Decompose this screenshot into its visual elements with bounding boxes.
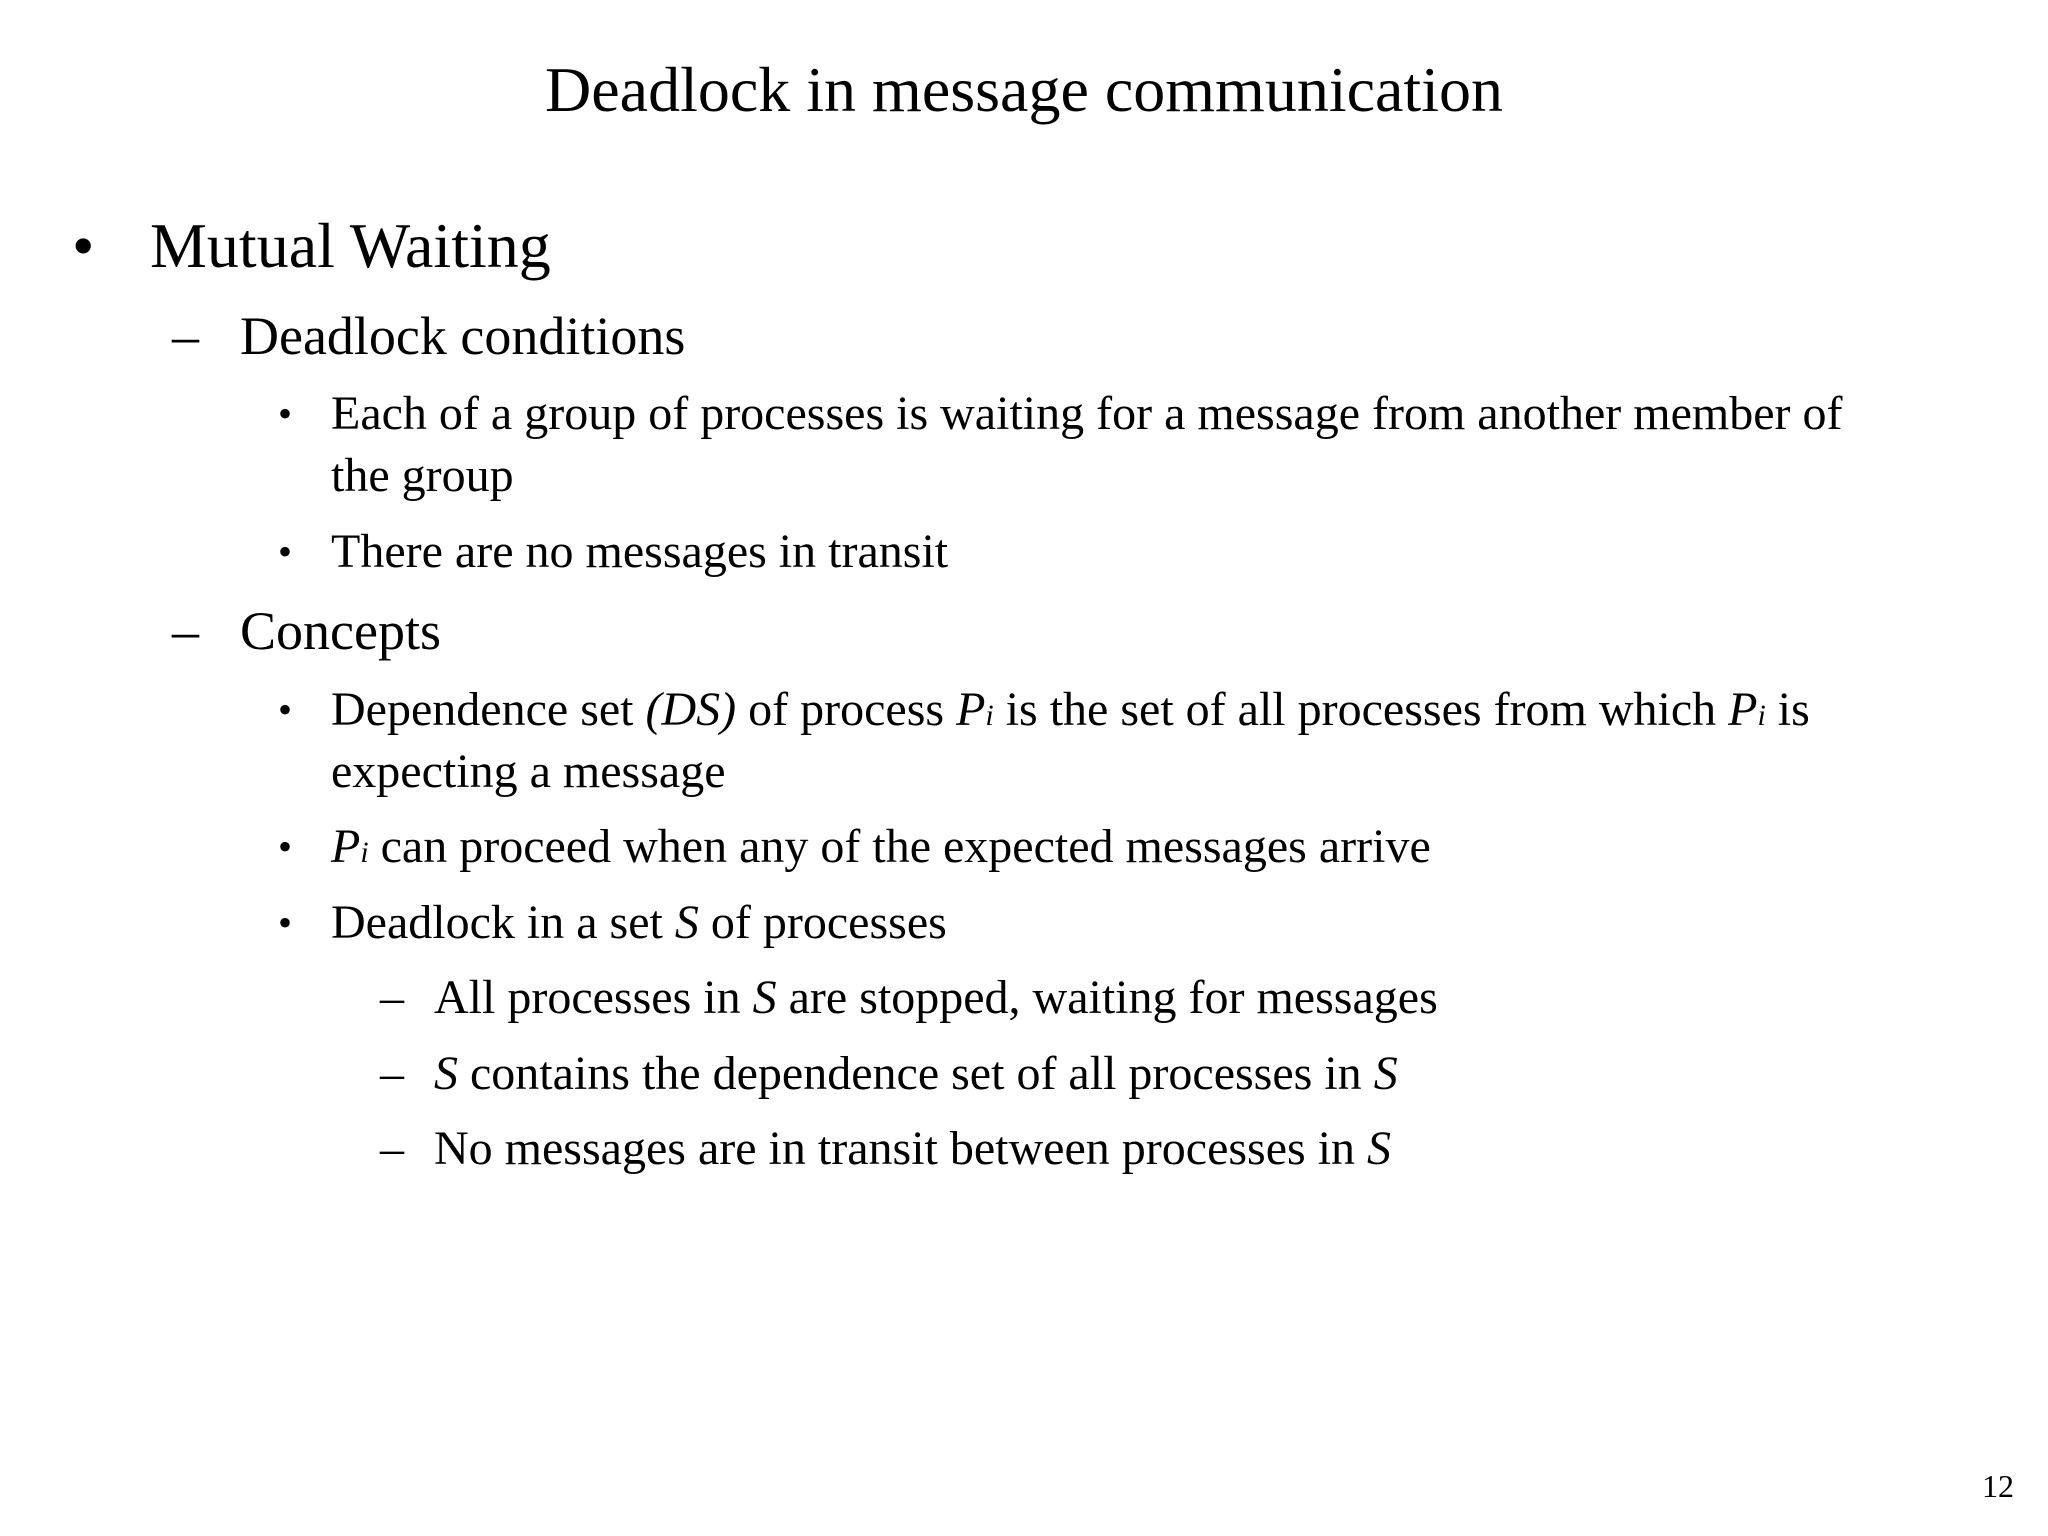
text-run: is bbox=[1765, 683, 1810, 736]
subitem-text bbox=[434, 967, 1438, 1029]
bullet-text-line-2: the group bbox=[331, 449, 514, 502]
text-run: can proceed when any of the expected messages arrive bbox=[368, 820, 1431, 873]
bullet-text bbox=[331, 892, 947, 954]
process-symbol: P bbox=[956, 683, 986, 736]
bullet-text: There are no messages in transit bbox=[331, 525, 949, 578]
set-symbol: S bbox=[1367, 1122, 1392, 1175]
process-subscript: i bbox=[985, 699, 994, 732]
set-symbol: S bbox=[434, 1047, 458, 1100]
bullet-marker: • bbox=[278, 824, 293, 869]
bullet-text bbox=[331, 816, 1431, 884]
bullet-marker: • bbox=[278, 391, 293, 436]
ds-abbreviation: (DS) bbox=[645, 683, 737, 736]
subitem-text bbox=[434, 1043, 1398, 1105]
bullet-marker: • bbox=[278, 900, 293, 945]
text-run: is the set of all processes from which bbox=[993, 683, 1729, 736]
dash-marker: – bbox=[172, 601, 199, 661]
process-symbol: P bbox=[331, 820, 361, 873]
text-run: Deadlock in a set bbox=[331, 896, 675, 949]
bullet-text-line-2: expecting a message bbox=[331, 745, 726, 798]
text-run: are stopped, waiting for messages bbox=[776, 971, 1438, 1024]
dash-marker: – bbox=[380, 1047, 404, 1100]
subitem-text: Concepts bbox=[240, 601, 441, 661]
bullet-text-line-1 bbox=[331, 679, 1810, 747]
bullet-marker: • bbox=[72, 210, 95, 281]
text-run: Dependence set bbox=[331, 683, 646, 736]
set-symbol: S bbox=[1373, 1047, 1398, 1100]
dash-marker: – bbox=[380, 1122, 404, 1175]
subitem-text bbox=[434, 1118, 1391, 1180]
slide-title: Deadlock in message communication bbox=[545, 54, 1503, 125]
bullet-marker: • bbox=[278, 687, 293, 732]
dash-marker: – bbox=[172, 306, 199, 366]
set-symbol: S bbox=[674, 896, 699, 949]
subitem-text: Deadlock conditions bbox=[240, 306, 686, 366]
text-run: No messages are in transit between processes in bbox=[434, 1122, 1368, 1175]
bullet-text: Mutual Waiting bbox=[150, 210, 551, 281]
text-run: of processes bbox=[698, 896, 947, 949]
dash-marker: – bbox=[380, 971, 404, 1024]
text-run: of process bbox=[736, 683, 957, 736]
text-run: contains the dependence set of all processes in bbox=[458, 1047, 1374, 1100]
process-subscript: i bbox=[360, 836, 369, 869]
process-subscript: i bbox=[1757, 699, 1766, 732]
bullet-marker: • bbox=[278, 529, 293, 574]
process-symbol: P bbox=[1728, 683, 1758, 736]
text-run: All processes in bbox=[434, 971, 753, 1024]
page-number: 12 bbox=[1982, 1468, 2014, 1504]
set-symbol: S bbox=[752, 971, 777, 1024]
bullet-text-line-1: Each of a group of processes is waiting for a message from another member of bbox=[331, 387, 1843, 440]
